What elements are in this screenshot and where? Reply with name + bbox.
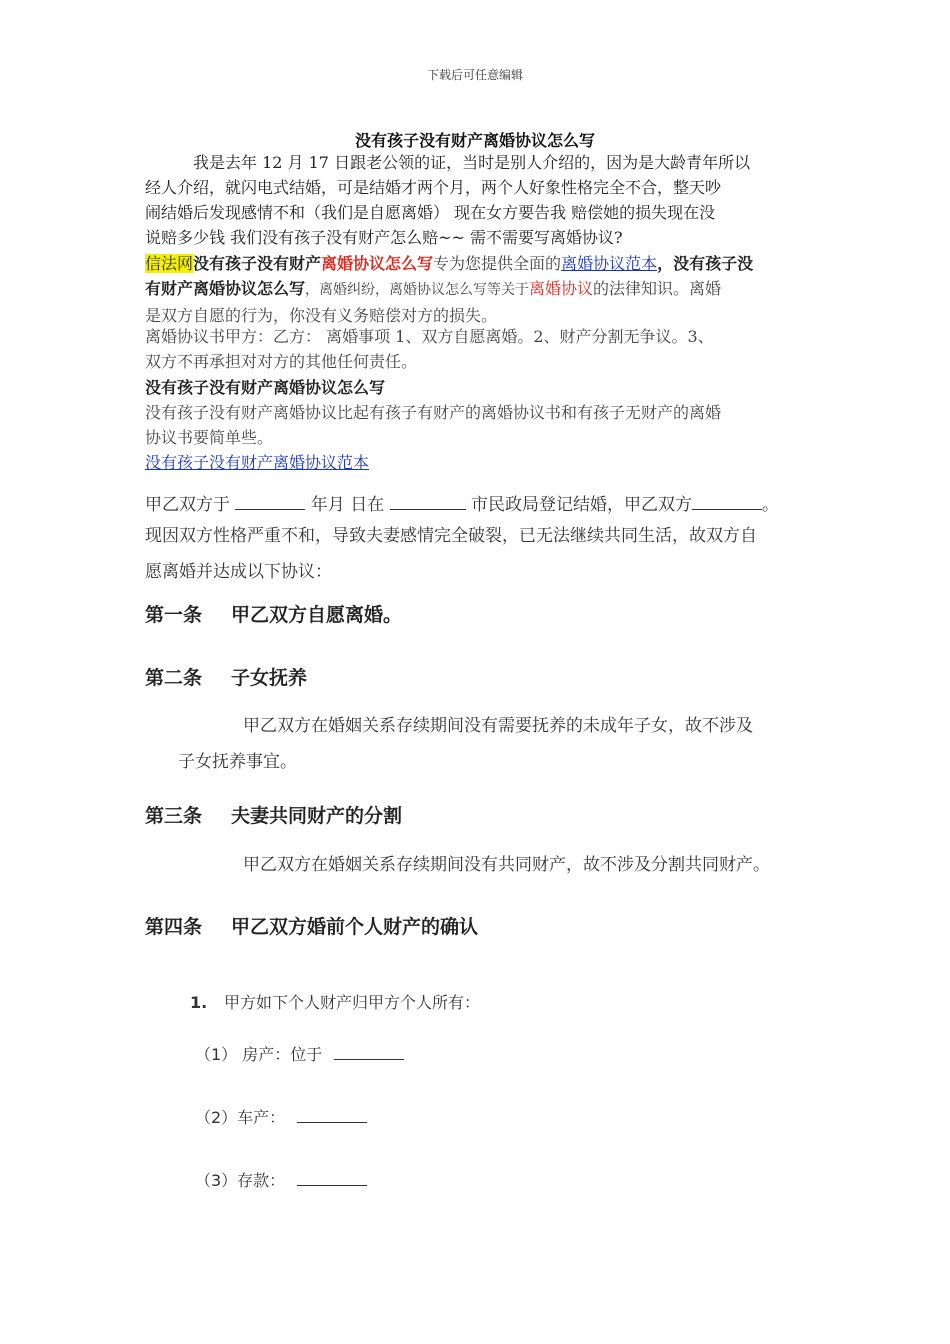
- template-link-row: [145, 450, 810, 475]
- article-3-number: 第三条: [145, 805, 203, 827]
- intro-paragraph: [145, 150, 810, 250]
- blank-parties: [692, 495, 762, 510]
- marriage-text-b: 年月 日在: [310, 495, 385, 515]
- answer-text: 专为您提供全面的: [433, 254, 562, 273]
- article-4-heading: [145, 912, 478, 939]
- answer-comma: ，: [657, 254, 674, 273]
- agreement-keyword-red: 离婚协议: [529, 279, 594, 298]
- reason-line-1: 现因双方性格严重不和，导致夫妻感情完全破裂，已无法继续共同生活，故双方自: [145, 526, 757, 546]
- reason-line-2: 愿离婚并达成以下协议：: [145, 562, 332, 582]
- intro-line-1: 我是去年 12 月 17 日跟老公领的证，当时是别人介绍的，因为是大龄青年所以: [193, 153, 751, 172]
- answer-paragraph: [145, 251, 810, 328]
- article-2-body: [178, 708, 828, 780]
- blank-city: [390, 495, 466, 510]
- property-item-deposit: [195, 1168, 367, 1191]
- site-name-highlight[interactable]: 信法网: [145, 254, 194, 273]
- marriage-text-d: 。: [762, 495, 780, 515]
- deposit-label: （3）存款：: [195, 1171, 286, 1190]
- article-2-line-1: 甲乙双方在婚姻关系存续期间没有需要抚养的未成年子女，故不涉及: [243, 716, 753, 736]
- intro-line-3: 闹结婚后发现感情不和（我们是自愿离婚） 现在女方要告我 赔偿她的损失现在没: [145, 203, 716, 222]
- answer-line-3: 是双方自愿的行为，你没有义务赔偿对方的损失。: [145, 306, 498, 325]
- header-note: 下载后可任意编辑: [426, 68, 523, 82]
- summary-line-2: 双方不再承担对对方的其他任何责任。: [145, 352, 418, 371]
- intro-line-4: 说赔多少钱 我们没有孩子没有财产怎么赔~~ 需不需要写离婚协议?: [145, 228, 623, 247]
- property-item-car: [195, 1105, 367, 1128]
- marriage-text-a: 甲乙双方于: [145, 495, 230, 515]
- template-link[interactable]: 没有孩子没有财产离婚协议范本: [145, 453, 370, 472]
- article-3-title: 夫妻共同财产的分割: [231, 805, 403, 827]
- marriage-text-c: 市民政局登记结婚，甲乙双方: [471, 495, 693, 515]
- document-title: 没有孩子没有财产离婚协议怎么写: [354, 131, 595, 150]
- subheading: 没有孩子没有财产离婚协议怎么写: [145, 378, 386, 397]
- car-blank: [297, 1108, 367, 1123]
- agreement-summary: [145, 324, 810, 374]
- answer-line-2: [145, 276, 810, 303]
- marriage-line: [145, 490, 779, 515]
- answer-keyword-red: 离婚协议怎么写: [321, 254, 434, 273]
- car-label: （2）车产：: [195, 1108, 286, 1127]
- deposit-blank: [297, 1171, 367, 1186]
- article-4-point-1: [190, 990, 480, 1013]
- answer-keyword-3: 有财产离婚协议怎么写: [145, 279, 306, 298]
- answer-keyword: 没有孩子没有财产: [193, 254, 322, 273]
- subheading-body-line-2: 协议书要简单些。: [145, 428, 274, 447]
- answer-keyword-2: 没有孩子没: [673, 254, 754, 273]
- article-1-number: 第一条: [145, 604, 203, 626]
- article-2-title: 子女抚养: [231, 667, 308, 689]
- house-label: （1） 房产：位于: [195, 1045, 323, 1064]
- house-blank: [334, 1045, 404, 1060]
- article-1-title: 甲乙双方自愿离婚。: [231, 604, 403, 626]
- article-2-line-2: 子女抚养事宜。: [178, 752, 297, 772]
- template-link-inline[interactable]: 离婚协议范本: [561, 254, 658, 273]
- intro-line-2: 经人介绍，就闪电式结婚，可是结婚才两个月，两个人好象性格完全不合，整天吵: [145, 178, 722, 197]
- summary-line-1: 离婚协议书甲方：乙方： 离婚事项 1、双方自愿离婚。2、财产分割无争议。3、: [145, 327, 714, 346]
- property-item-house: [195, 1042, 404, 1065]
- blank-date: [235, 495, 305, 510]
- article-4-number: 第四条: [145, 916, 203, 938]
- subheading-body-line-1: 没有孩子没有财产离婚协议比起有孩子有财产的离婚协议书和有孩子无财产的离婚: [145, 403, 722, 422]
- article-3-body: 甲乙双方在婚姻关系存续期间没有共同财产，故不涉及分割共同财产。: [243, 855, 770, 875]
- point-number: 1.: [190, 993, 208, 1012]
- answer-text-2: ，离婚纠纷，离婚协议怎么写等关于: [305, 282, 530, 298]
- article-1-heading: [145, 600, 402, 627]
- answer-text-3: 的法律知识。离婚: [593, 279, 722, 298]
- article-3-heading: [145, 801, 402, 828]
- subheading-body: [145, 400, 810, 450]
- answer-line-1: [145, 251, 810, 276]
- point-text: 甲方如下个人财产归甲方个人所有：: [224, 993, 481, 1012]
- reason-paragraph: [145, 518, 815, 590]
- article-4-title: 甲乙双方婚前个人财产的确认: [231, 916, 479, 938]
- article-2-heading: [145, 663, 307, 690]
- article-2-number: 第二条: [145, 667, 203, 689]
